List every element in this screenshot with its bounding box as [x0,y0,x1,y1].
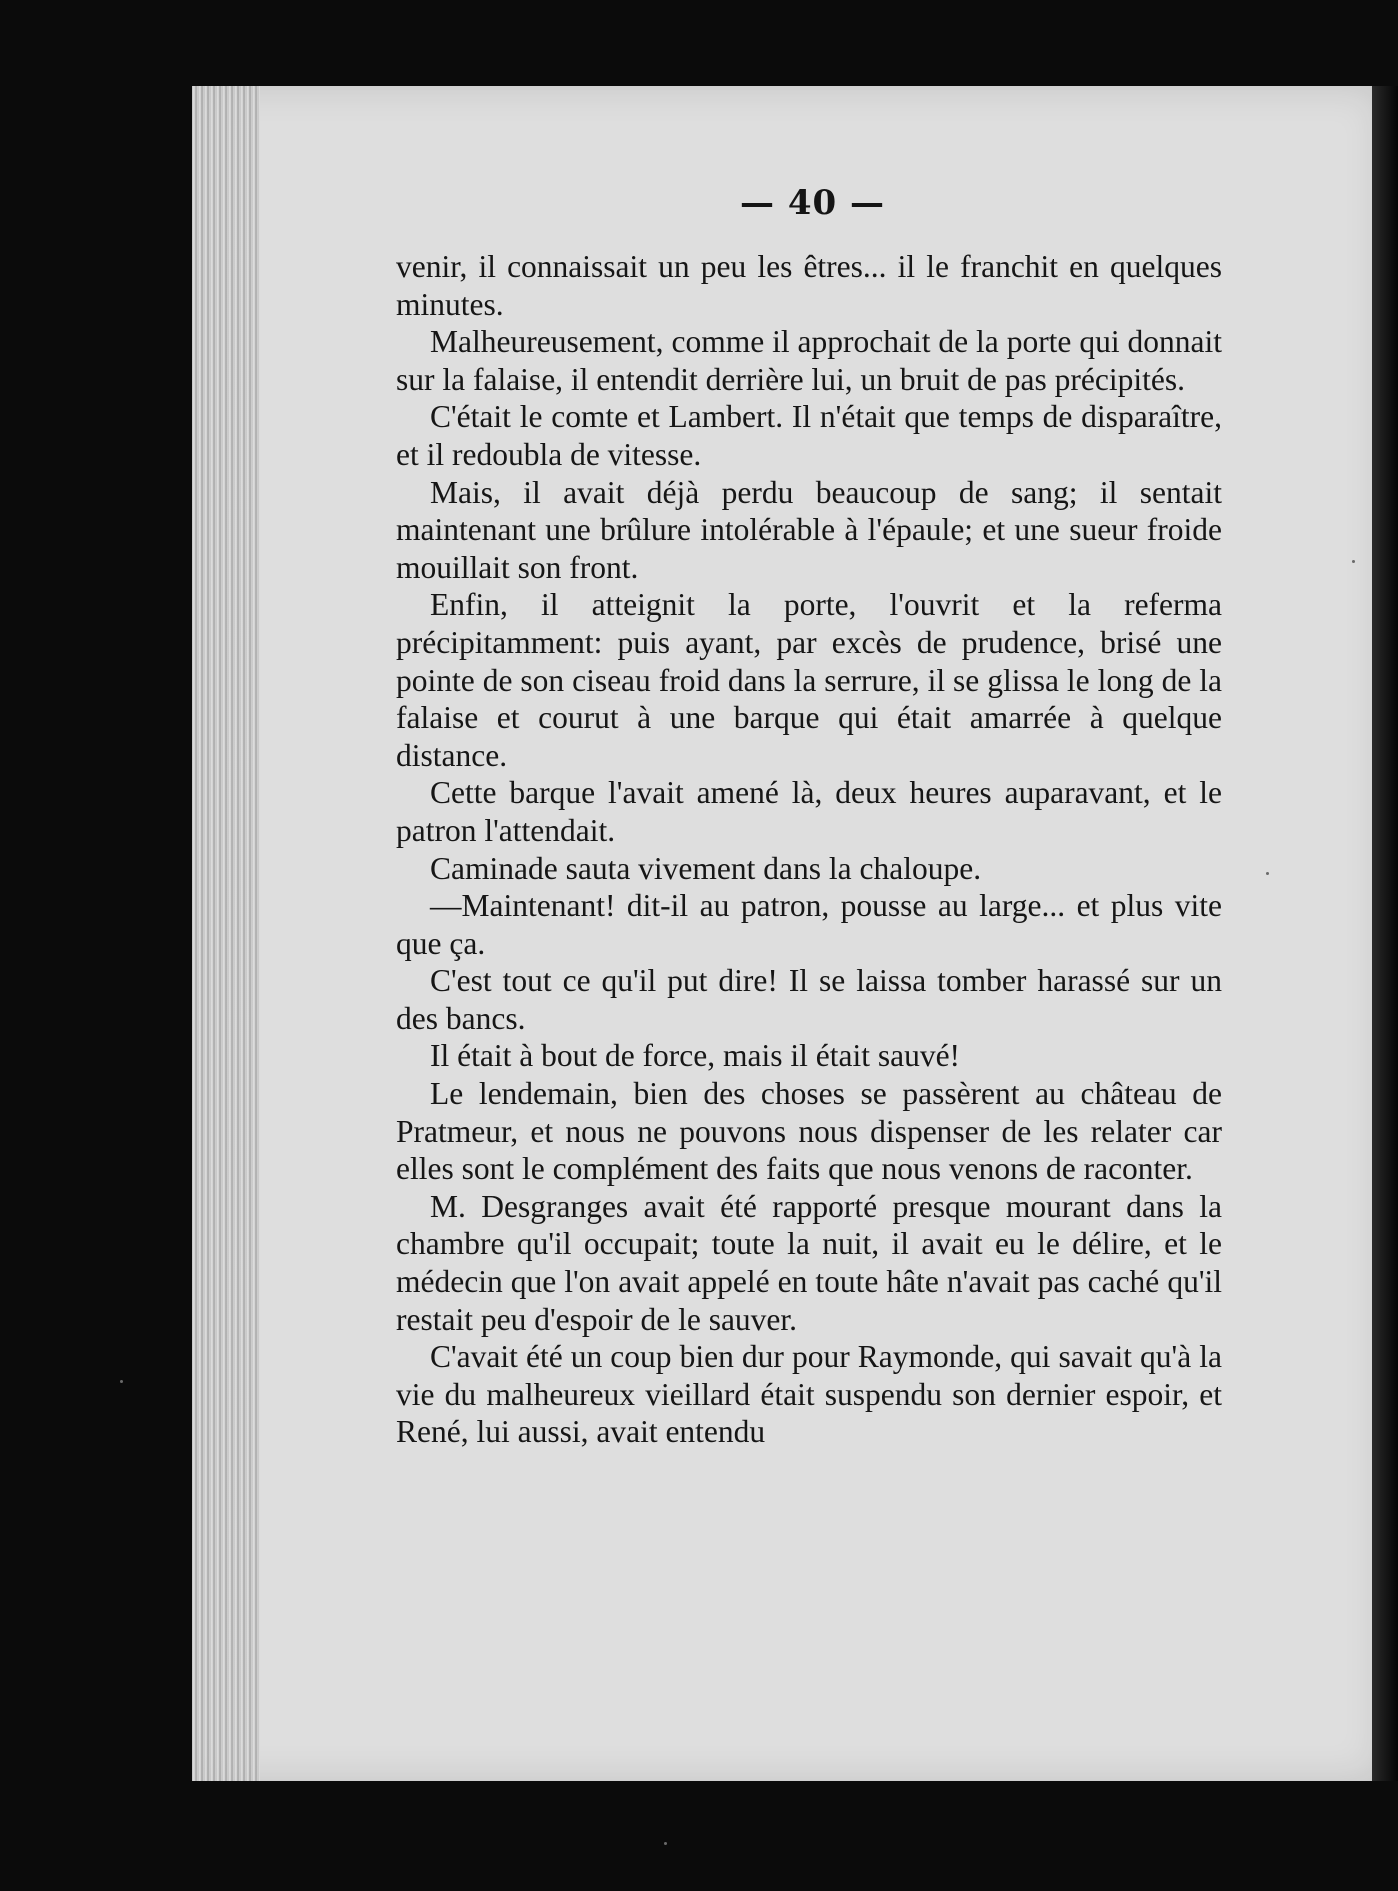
paragraph: Malheureusement, comme il approchait de la porte qui donnait sur la falaise, il entendit derrière lui, un bruit de pas précipités. [396,324,1222,397]
paragraph: Il était à bout de force, mais il était sauvé! [430,1038,961,1074]
paragraph: Le lendemain, bien des choses se passèrent au château de Pratmeur, et nous ne pouvons nous dispenser de les relater car elles sont le complément des faits que nous venons de raconter. [396,1076,1222,1187]
body-text [396,248,1222,1451]
paragraph: C'avait été un coup bien dur pour Raymonde, qui savait qu'à la vie du malheureux vieillard était suspendu son dernier espoir, et René, lui aussi, avait entendu [396,1339,1222,1450]
paragraph: C'était le comte et Lambert. Il n'était que temps de disparaître, et il redoubla de vitesse. [396,399,1222,472]
stacked-page-edges [192,86,260,1781]
paragraph: Enfin, il atteignit la porte, l'ouvrit et la referma précipitamment: puis ayant, par excès de prudence, brisé une pointe de son ciseau froid dans la serrure, il se glissa le long de la falaise et courut à une barque qui était amarrée à quelque distance. [396,587,1222,773]
paragraph: Cette barque l'avait amené là, deux heures auparavant, et le patron l'attendait. [396,775,1222,848]
scan-speck [1352,560,1355,563]
scan-speck [1266,872,1269,875]
paragraph: Mais, il avait déjà perdu beaucoup de sang; il sentait maintenant une brûlure intolérable à l'épaule; et une sueur froide mouillait son front. [396,474,1222,585]
paragraph: M. Desgranges avait été rapporté presque mourant dans la chambre qu'il occupait; toute la nuit, il avait eu le délire, et le médecin que l'on avait appelé en toute hâte n'avait pas caché qu'il restait peu d'espoir de le sauver. [396,1188,1222,1337]
paragraph: —Maintenant! dit-il au patron, pousse au large... et plus vite que ça. [396,888,1222,961]
scan-speck [664,1842,667,1845]
paragraph: venir, il connaissait un peu les êtres... il le franchit en quelques minutes. [396,249,1222,322]
paragraph: Caminade sauta vivement dans la chaloupe. [430,850,982,886]
scan-speck [120,1380,123,1383]
page-number: — 40 — [740,183,885,223]
paragraph: C'est tout ce qu'il put dire! Il se laissa tomber harassé sur un des bancs. [396,963,1222,1036]
book-spine-shadow [1372,86,1398,1781]
